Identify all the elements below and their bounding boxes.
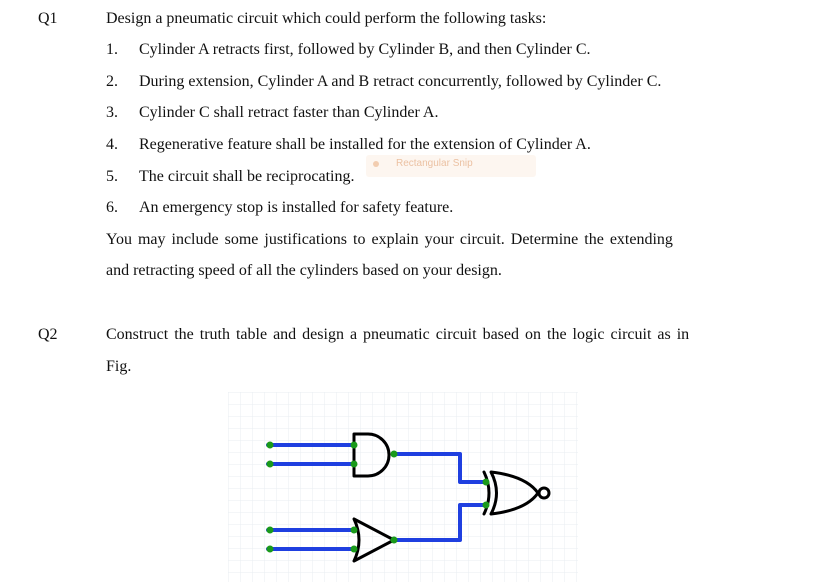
question-2-prompt-line-1: Construct the truth table and design a pneumatic circuit based on the logic circuit as in <box>106 326 690 343</box>
connection-node <box>391 451 398 458</box>
question-2-prompt-line-2: Fig. <box>106 358 132 375</box>
task-text: Cylinder A retracts first, followed by Cylinder B, and then Cylinder C. <box>139 41 591 58</box>
grid-background <box>228 392 578 582</box>
task-number: 1. <box>106 41 118 58</box>
connection-node <box>267 546 274 553</box>
connection-node <box>267 461 274 468</box>
task-text: Cylinder C shall retract faster than Cylinder A. <box>139 104 439 121</box>
task-number: 3. <box>106 104 118 121</box>
task-text: The circuit shall be reciprocating. <box>139 168 355 185</box>
connection-node <box>391 537 398 544</box>
connection-node <box>351 546 358 553</box>
question-1-justification-line-1: You may include some justifications to explain your circuit. Determine the extending <box>106 231 673 248</box>
question-1-prompt: Design a pneumatic circuit which could perform the following tasks: <box>106 10 547 27</box>
connection-node <box>351 442 358 449</box>
connection-node <box>351 461 358 468</box>
question-1-number: Q1 <box>38 10 58 27</box>
connection-node <box>267 527 274 534</box>
question-2-number: Q2 <box>38 326 58 343</box>
question-1-justification-line-2: and retracting speed of all the cylinders based on your design. <box>106 262 502 279</box>
snip-label: Rectangular Snip <box>396 158 473 169</box>
snip-icon <box>373 161 379 167</box>
rectangular-snip-overlay <box>366 155 536 177</box>
logic-circuit-figure <box>228 392 578 582</box>
connection-node <box>351 527 358 534</box>
task-text: Regenerative feature shall be installed for the extension of Cylinder A. <box>139 136 591 153</box>
task-number: 6. <box>106 199 118 216</box>
task-number: 5. <box>106 168 118 185</box>
connection-node <box>267 442 274 449</box>
connection-node <box>483 502 490 509</box>
task-number: 4. <box>106 136 118 153</box>
task-text: An emergency stop is installed for safety feature. <box>139 199 454 216</box>
task-text: During extension, Cylinder A and B retract concurrently, followed by Cylinder C. <box>139 73 662 90</box>
connection-node <box>483 479 490 486</box>
task-number: 2. <box>106 73 118 90</box>
